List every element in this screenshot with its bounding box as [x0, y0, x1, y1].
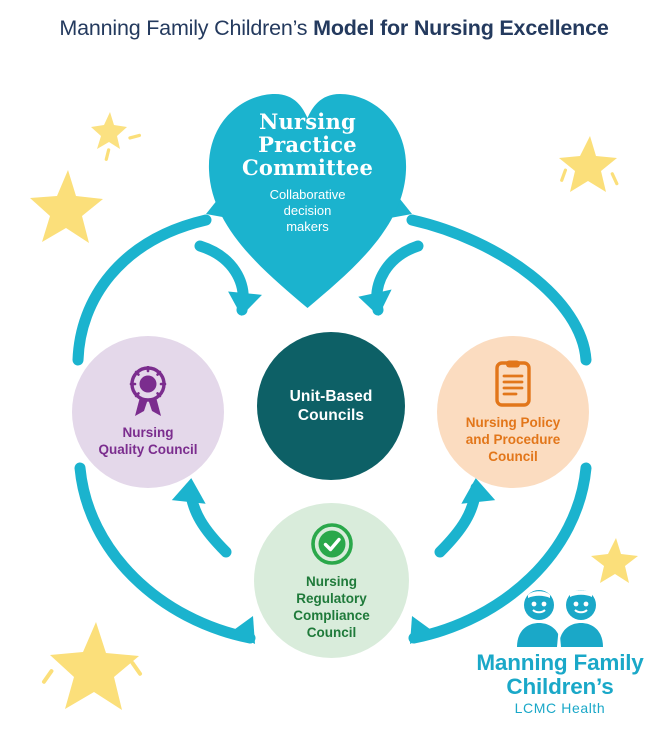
heart-subtitle [205, 187, 410, 235]
node-nursing-quality-council[interactable] [72, 336, 224, 488]
center-label-line-2: Councils [297, 407, 365, 424]
node-nursing-practice-committee[interactable] [205, 86, 410, 311]
node-policy-label [466, 414, 561, 465]
node-compliance-label-line-1: Nursing [305, 573, 357, 589]
page-title [0, 16, 668, 41]
page-title-bold: Model for Nursing Excellence [313, 16, 609, 40]
brand-logo [462, 585, 658, 717]
brand-name-line-1: Manning Family [476, 650, 644, 675]
heart-title [205, 110, 410, 179]
heart-subtitle-line-2: decision [283, 203, 332, 218]
heart-subtitle-line-1: Collaborative [269, 187, 346, 202]
node-compliance-label-line-4: Council [306, 624, 357, 640]
heart-title-line-3: Committee [241, 155, 374, 180]
center-label [290, 387, 373, 425]
node-quality-label [98, 424, 197, 458]
heart-subtitle-line-3: makers [286, 219, 329, 234]
node-compliance-label-line-2: Regulatory [296, 590, 367, 606]
node-policy-label-line-2: and Procedure [465, 431, 561, 447]
node-nursing-regulatory-compliance-council[interactable] [254, 503, 409, 658]
nursing-model-diagram [0, 60, 668, 742]
page-title-light: Manning Family Children’s [59, 16, 314, 40]
brand-tagline: LCMC Health [514, 700, 606, 716]
node-nursing-policy-and-procedure-council[interactable] [437, 336, 589, 488]
two-children-faces-icon [462, 585, 658, 647]
node-compliance-label-line-3: Compliance [293, 607, 370, 623]
center-label-line-1: Unit-Based [289, 388, 373, 405]
document-clipboard-icon [493, 360, 533, 408]
node-quality-label-line-1: Nursing [122, 425, 174, 440]
node-compliance-label [293, 573, 370, 641]
heart-text-block [205, 110, 410, 235]
brand-name-line-2: Children’s [506, 674, 614, 699]
heart-title-line-1: Nursing [259, 109, 356, 134]
node-policy-label-line-3: Council [488, 448, 538, 464]
node-quality-label-line-2: Quality Council [98, 442, 198, 457]
award-ribbon-icon [126, 366, 170, 418]
check-badge-icon [309, 521, 355, 567]
node-unit-based-councils[interactable] [257, 332, 405, 480]
heart-title-line-2: Practice [258, 132, 357, 157]
node-policy-label-line-1: Nursing Policy [465, 414, 561, 430]
